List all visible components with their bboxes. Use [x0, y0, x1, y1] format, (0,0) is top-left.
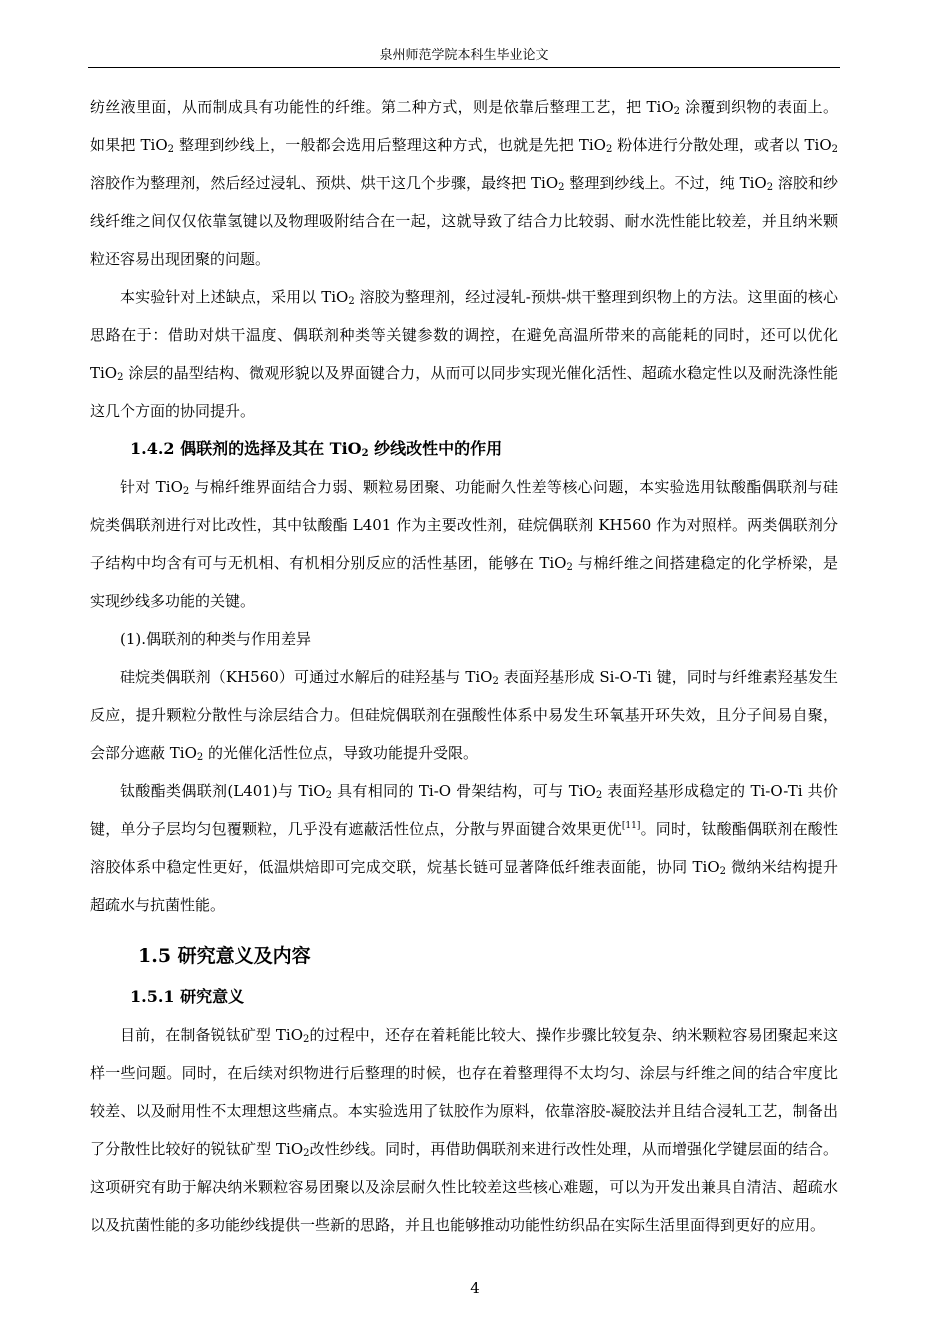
body-text [90, 88, 838, 1244]
running-header: 泉州师范学院本科生毕业论文 [379, 48, 549, 63]
heading-1-5-1: 1.5.1 研究意义 [130, 987, 245, 1006]
heading-1-5: 1.5 研究意义及内容 [138, 945, 311, 967]
paragraph-3: 针对 TiO$_2$ 与棉纤维界面结合力弱、颗粒易团聚、功能耐久性差等核心问题，本实验选用钛酸酯偶联剂与硅烷类偶联剂进行对比改性，其中钛酸酯 L401 作为主要改性剂，硅烷偶联剂 KH560 作为对照样。两类偶联剂分子结构中均含有可与无机相、有机相分别反应的活性基团，能够在 TiO$_2$ 与棉纤维之间搭建稳定的化学桥梁，是实现纱线多功能的关键。 [90, 478, 838, 610]
citation-11: [11] [621, 821, 641, 831]
paragraph-1: 纺丝液里面，从而制成具有功能性的纤维。第二种方式，则是依靠后整理工艺，把 TiO$_2$ 涂覆到织物的表面上。如果把 TiO$_2$ 整理到纱线上，一般都会选用后整理这种方式，也就是先把 TiO$_2$ 粉体进行分散处理，或者以 TiO$_2$ 溶胶作为整理剂，然后经过浸轧、预烘、烘干这几个步骤，最终把 TiO$_2$ 整理到纱线上。不过，纯 TiO$_2$ 溶胶和纱线纤维之间仅仅依靠氢键以及物理吸附结合在一起，这就导致了结合力比较弱、耐水洗性能比较差，并且纳米颗粒还容易出现团聚的问题。 [90, 98, 839, 268]
paragraph-7: 目前，在制备锐钛矿型 TiO$_2$的过程中，还存在着耗能比较大、操作步骤比较复杂、纳米颗粒容易团聚起来这样一些问题。同时，在后续对织物进行后整理的时候，也存在着整理得不太均匀、涂层与纤维之间的结合牢度比较差、以及耐用性不太理想这些痛点。本实验选用了钛胶作为原料，依靠溶胶-凝胶法并且结合浸轧工艺，制备出了分散性比较好的锐钛矿型 TiO$_2$改性纱线。同时，再借助偶联剂来进行改性处理，从而增强化学键层面的结合。这项研究有助于解决纳米颗粒容易团聚以及涂层耐久性比较差这些核心难题，可以为开发出兼具自清洁、超疏水以及抗菌性能的多功能纱线提供一些新的思路，并且也能够推动功能性纺织品在实际生活里面得到更好的应用。 [90, 1026, 838, 1234]
page-number: 4 [470, 1279, 480, 1297]
header-rule [88, 67, 840, 68]
paragraph-6: 钛酸酯类偶联剂(L401)与 TiO$_2$ 具有相同的 Ti-O 骨架结构，可与 TiO$_2$ 表面羟基形成稳定的 Ti-O-Ti 共价键，单分子层均匀包覆颗粒，几乎没有遮蔽活性位点，分散与界面键合效果更优[11]。同时，钛酸酯偶联剂在酸性溶胶体系中稳定性更好，低温烘焙即可完成交联，烷基长链可显著降低纤维表面能，协同 TiO$_2$ 微纳米结构提升超疏水与抗菌性能。 [90, 782, 839, 914]
heading-1-4-2: 1.4.2 偶联剂的选择及其在 TiO$_2$ 纱线改性中的作用 [130, 439, 503, 459]
paragraph-5: 硅烷类偶联剂（KH560）可通过水解后的硅羟基与 TiO$_2$ 表面羟基形成 Si-O-Ti 键，同时与纤维素羟基发生反应，提升颗粒分散性与涂层结合力。但硅烷偶联剂在强酸性体系中易发生环氧基开环失效，且分子间易自聚，会部分遮蔽 TiO$_2$ 的光催化活性位点，导致功能提升受限。 [90, 668, 838, 763]
paragraph-2: 本实验针对上述缺点，采用以 TiO$_2$ 溶胶为整理剂，经过浸轧-预烘-烘干整理到织物上的方法。这里面的核心思路在于：借助对烘干温度、偶联剂种类等关键参数的调控，在避免高温所带来的高能耗的同时，还可以优化 TiO$_2$ 涂层的晶型结构、微观形貌以及界面键合力，从而可以同步实现光催化活性、超疏水稳定性以及耐洗涤性能这几个方面的协同提升。 [90, 288, 838, 420]
paragraph-4: (1).偶联剂的种类与作用差异 [120, 630, 312, 648]
